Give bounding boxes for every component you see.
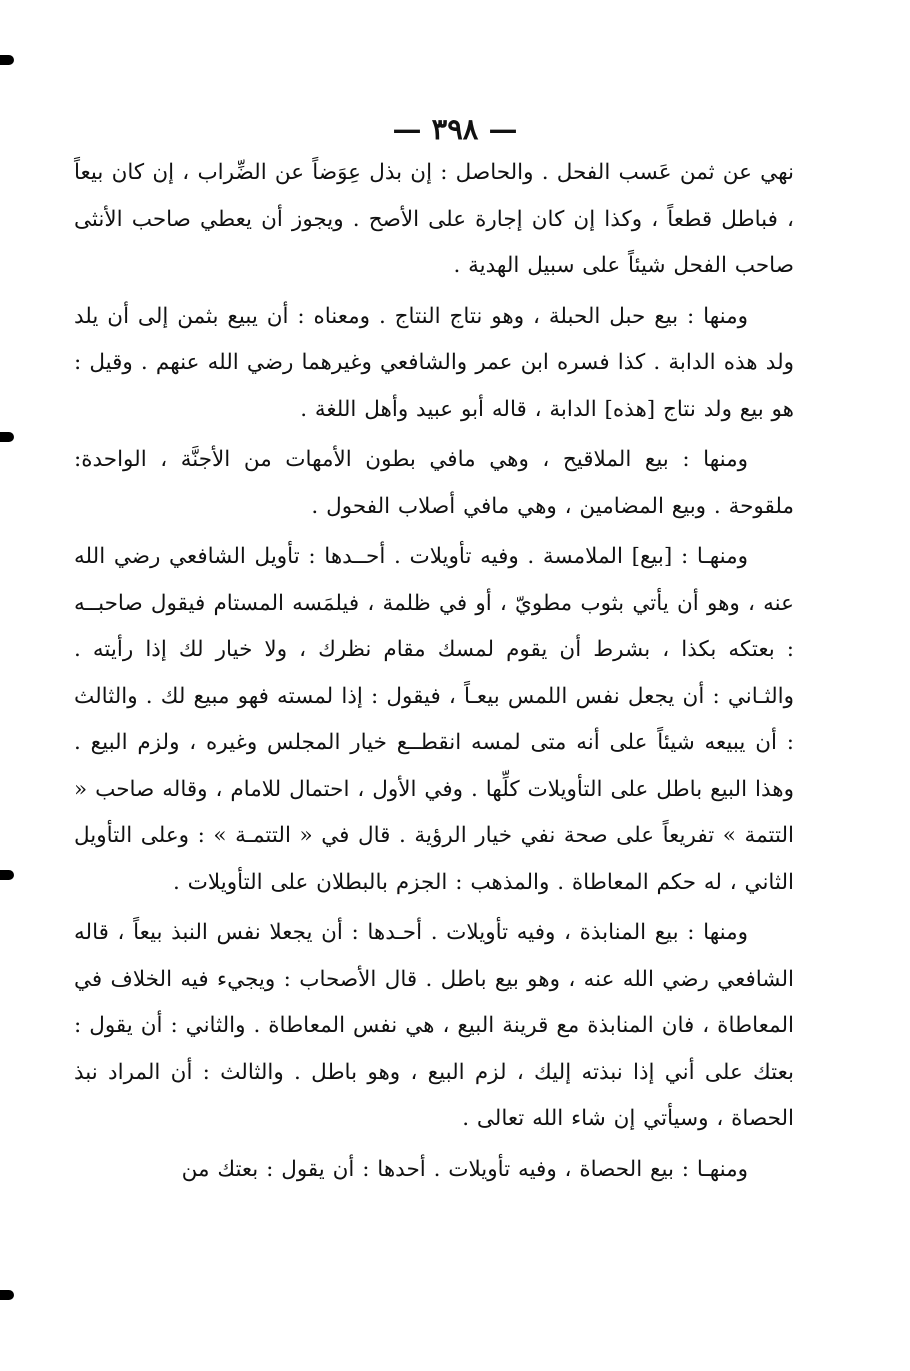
scan-edge-mark-top xyxy=(0,55,14,65)
paragraph-munabadha: ومنها : بيع المنابذة ، وفيه تأويلات . أحـدها : أن يجعلا نفس النبذ بيعاً ، قاله الشافعي رضي الله عنه ، وهو بيع باطل . قال الأصحاب : ويجيء فيه الخلاف في المعاطاة ، فان المنابذة مع قرينة البيع ، هي نفس المعاطاة . والثاني : أن يقول : بعتك على أني إذا نبذته إليك ، لزم البيع ، وهو باطل . والثالث : أن المراد نبذ الحصاة ، وسيأتي إن شاء الله تعالى . xyxy=(74,920,794,1131)
scan-edge-mark-lower-middle xyxy=(0,870,14,880)
paragraph-mulamasa: ومنهـا : [بيع] الملامسة . وفيه تأويلات . أحــدها : تأويل الشافعي رضي الله عنه ، وهو أن يأتي بثوب مطويّ ، أو في ظلمة ، فيلمَسه المستام فيقول صاحبــه : بعتكه بكذا ، بشرط أن يقوم لمسك مقام نظرك ، ولا خيار لك إذا رأيته . والثـاني : أن يجعل نفس اللمس بيعـاً ، فيقول : إذا لمسته فهو مبيع لك . والثالث : أن يبيعه شيئاً على أنه متى لمسه انقطــع خيار المجلس وغيره ، ولزم البيع . وهذا البيع باطل على التأويلات كلِّها . وفي الأول ، احتمال للامام ، وقاله صاحب « التتمة » تفريعاً على صحة نفي خيار الرؤية . قال في « التتمـة » : وعلى التأويل الثاني ، له حكم المعاطاة . والمذهب : الجزم بالبطلان على التأويلات . xyxy=(74,544,794,895)
paragraph-continuation: نهي عن ثمن عَسب الفحل . والحاصل : إن بذل عِوَضاً عن الضِّراب ، إن كان بيعاً ، فباطل قطعاً ، وكذا إن كان إجارة على الأصح . ويجوز أن يعطي صاحب الأنثى صاحب الفحل شيئاً على سبيل الهدية . xyxy=(74,160,794,278)
scan-edge-mark-upper-middle xyxy=(0,432,14,442)
paragraph-hasat: ومنهـا : بيع الحصاة ، وفيه تأويلات . أحدها : أن يقول : بعتك من xyxy=(181,1156,748,1182)
body-text xyxy=(74,150,794,1193)
paragraph-malaqih: ومنها : بيع الملاقيح ، وهي مافي بطون الأمهات من الأجنَّة ، الواحدة: ملقوحة . وبيع المضامين ، وهي مافي أصلاب الفحول . xyxy=(74,447,794,519)
scan-edge-mark-bottom xyxy=(0,1290,14,1300)
page-number: — ٣٩٨ — xyxy=(392,112,518,146)
paragraph-habal-al-habala: ومنها : بيع حبل الحبلة ، وهو نتاج النتاج . ومعناه : أن يبيع بثمن إلى أن يلد ولد هذه الدابة . كذا فسره ابن عمر والشافعي وغيرهما رضي الله عنهم . وقيل : هو بيع ولد نتاج [هذه] الدابة ، قاله أبو عبيد وأهل اللغة . xyxy=(74,303,794,422)
